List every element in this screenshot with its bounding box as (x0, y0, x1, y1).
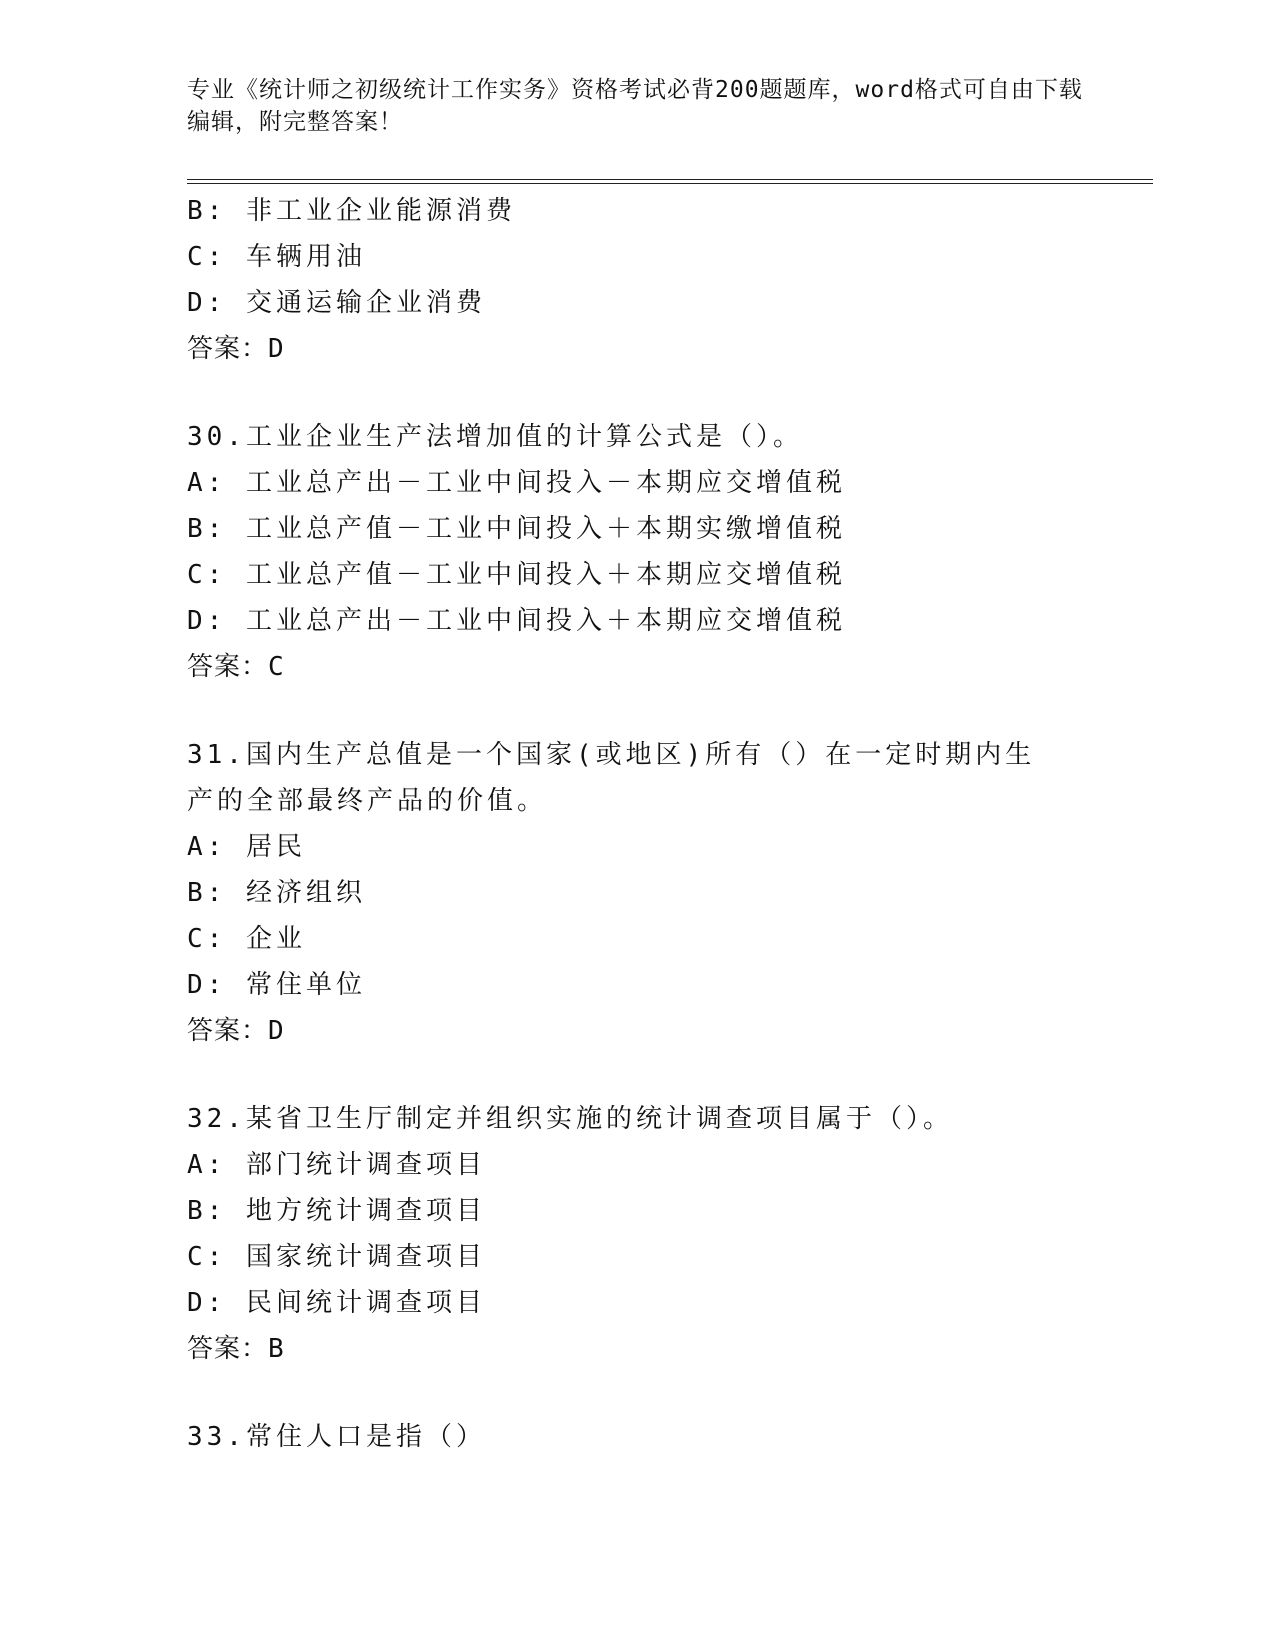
option-b: B: 经济组织 (187, 878, 366, 908)
option-a: A: 部门统计调查项目 (187, 1150, 486, 1180)
question-gap (187, 1054, 1087, 1096)
question-block-33 (187, 1414, 1087, 1460)
option-b: B: 工业总产值－工业中间投入＋本期实缴增值税 (187, 514, 846, 544)
question-text: 30.工业企业生产法增加值的计算公式是（）。 (187, 422, 803, 452)
question-gap (187, 372, 1087, 414)
answer-line: 答案：D (187, 1016, 285, 1046)
option-a: A: 居民 (187, 832, 306, 862)
option-a: A: 工业总产出－工业中间投入－本期应交增值税 (187, 468, 846, 498)
option-d: D: 常住单位 (187, 970, 366, 1000)
option-d: D: 民间统计调查项目 (187, 1288, 486, 1318)
question-block-31 (187, 732, 1087, 1054)
question-block-32 (187, 1096, 1087, 1372)
header-rule-bottom (187, 183, 1153, 184)
header-rule-top (187, 179, 1153, 180)
question-gap (187, 690, 1087, 732)
option-b: B: 地方统计调查项目 (187, 1196, 486, 1226)
option-d: D: 交通运输企业消费 (187, 288, 486, 318)
question-text: 32.某省卫生厅制定并组织实施的统计调查项目属于（）。 (187, 1104, 953, 1134)
answer-line: 答案：D (187, 334, 285, 364)
question-list (187, 188, 1087, 1460)
question-block-30 (187, 414, 1087, 690)
option-c: C: 企业 (187, 924, 306, 954)
document-header: 专业《统计师之初级统计工作实务》资格考试必背200题题库，word格式可自由下载编辑，附完整答案！ (187, 77, 1083, 135)
option-c: C: 车辆用油 (187, 242, 366, 272)
option-b: B: 非工业企业能源消费 (187, 196, 516, 226)
option-c: C: 工业总产值－工业中间投入＋本期应交增值税 (187, 560, 846, 590)
question-text: 33.常住人口是指（） (187, 1422, 486, 1452)
option-c: C: 国家统计调查项目 (187, 1242, 486, 1272)
answer-line: 答案：B (187, 1334, 285, 1364)
question-block-29 (187, 188, 1087, 372)
answer-line: 答案：C (187, 652, 285, 682)
question-text: 31.国内生产总值是一个国家(或地区)所有（）在一定时期内生产的全部最终产品的价值。 (187, 740, 1036, 816)
question-gap (187, 1372, 1087, 1414)
option-d: D: 工业总产出－工业中间投入＋本期应交增值税 (187, 606, 846, 636)
